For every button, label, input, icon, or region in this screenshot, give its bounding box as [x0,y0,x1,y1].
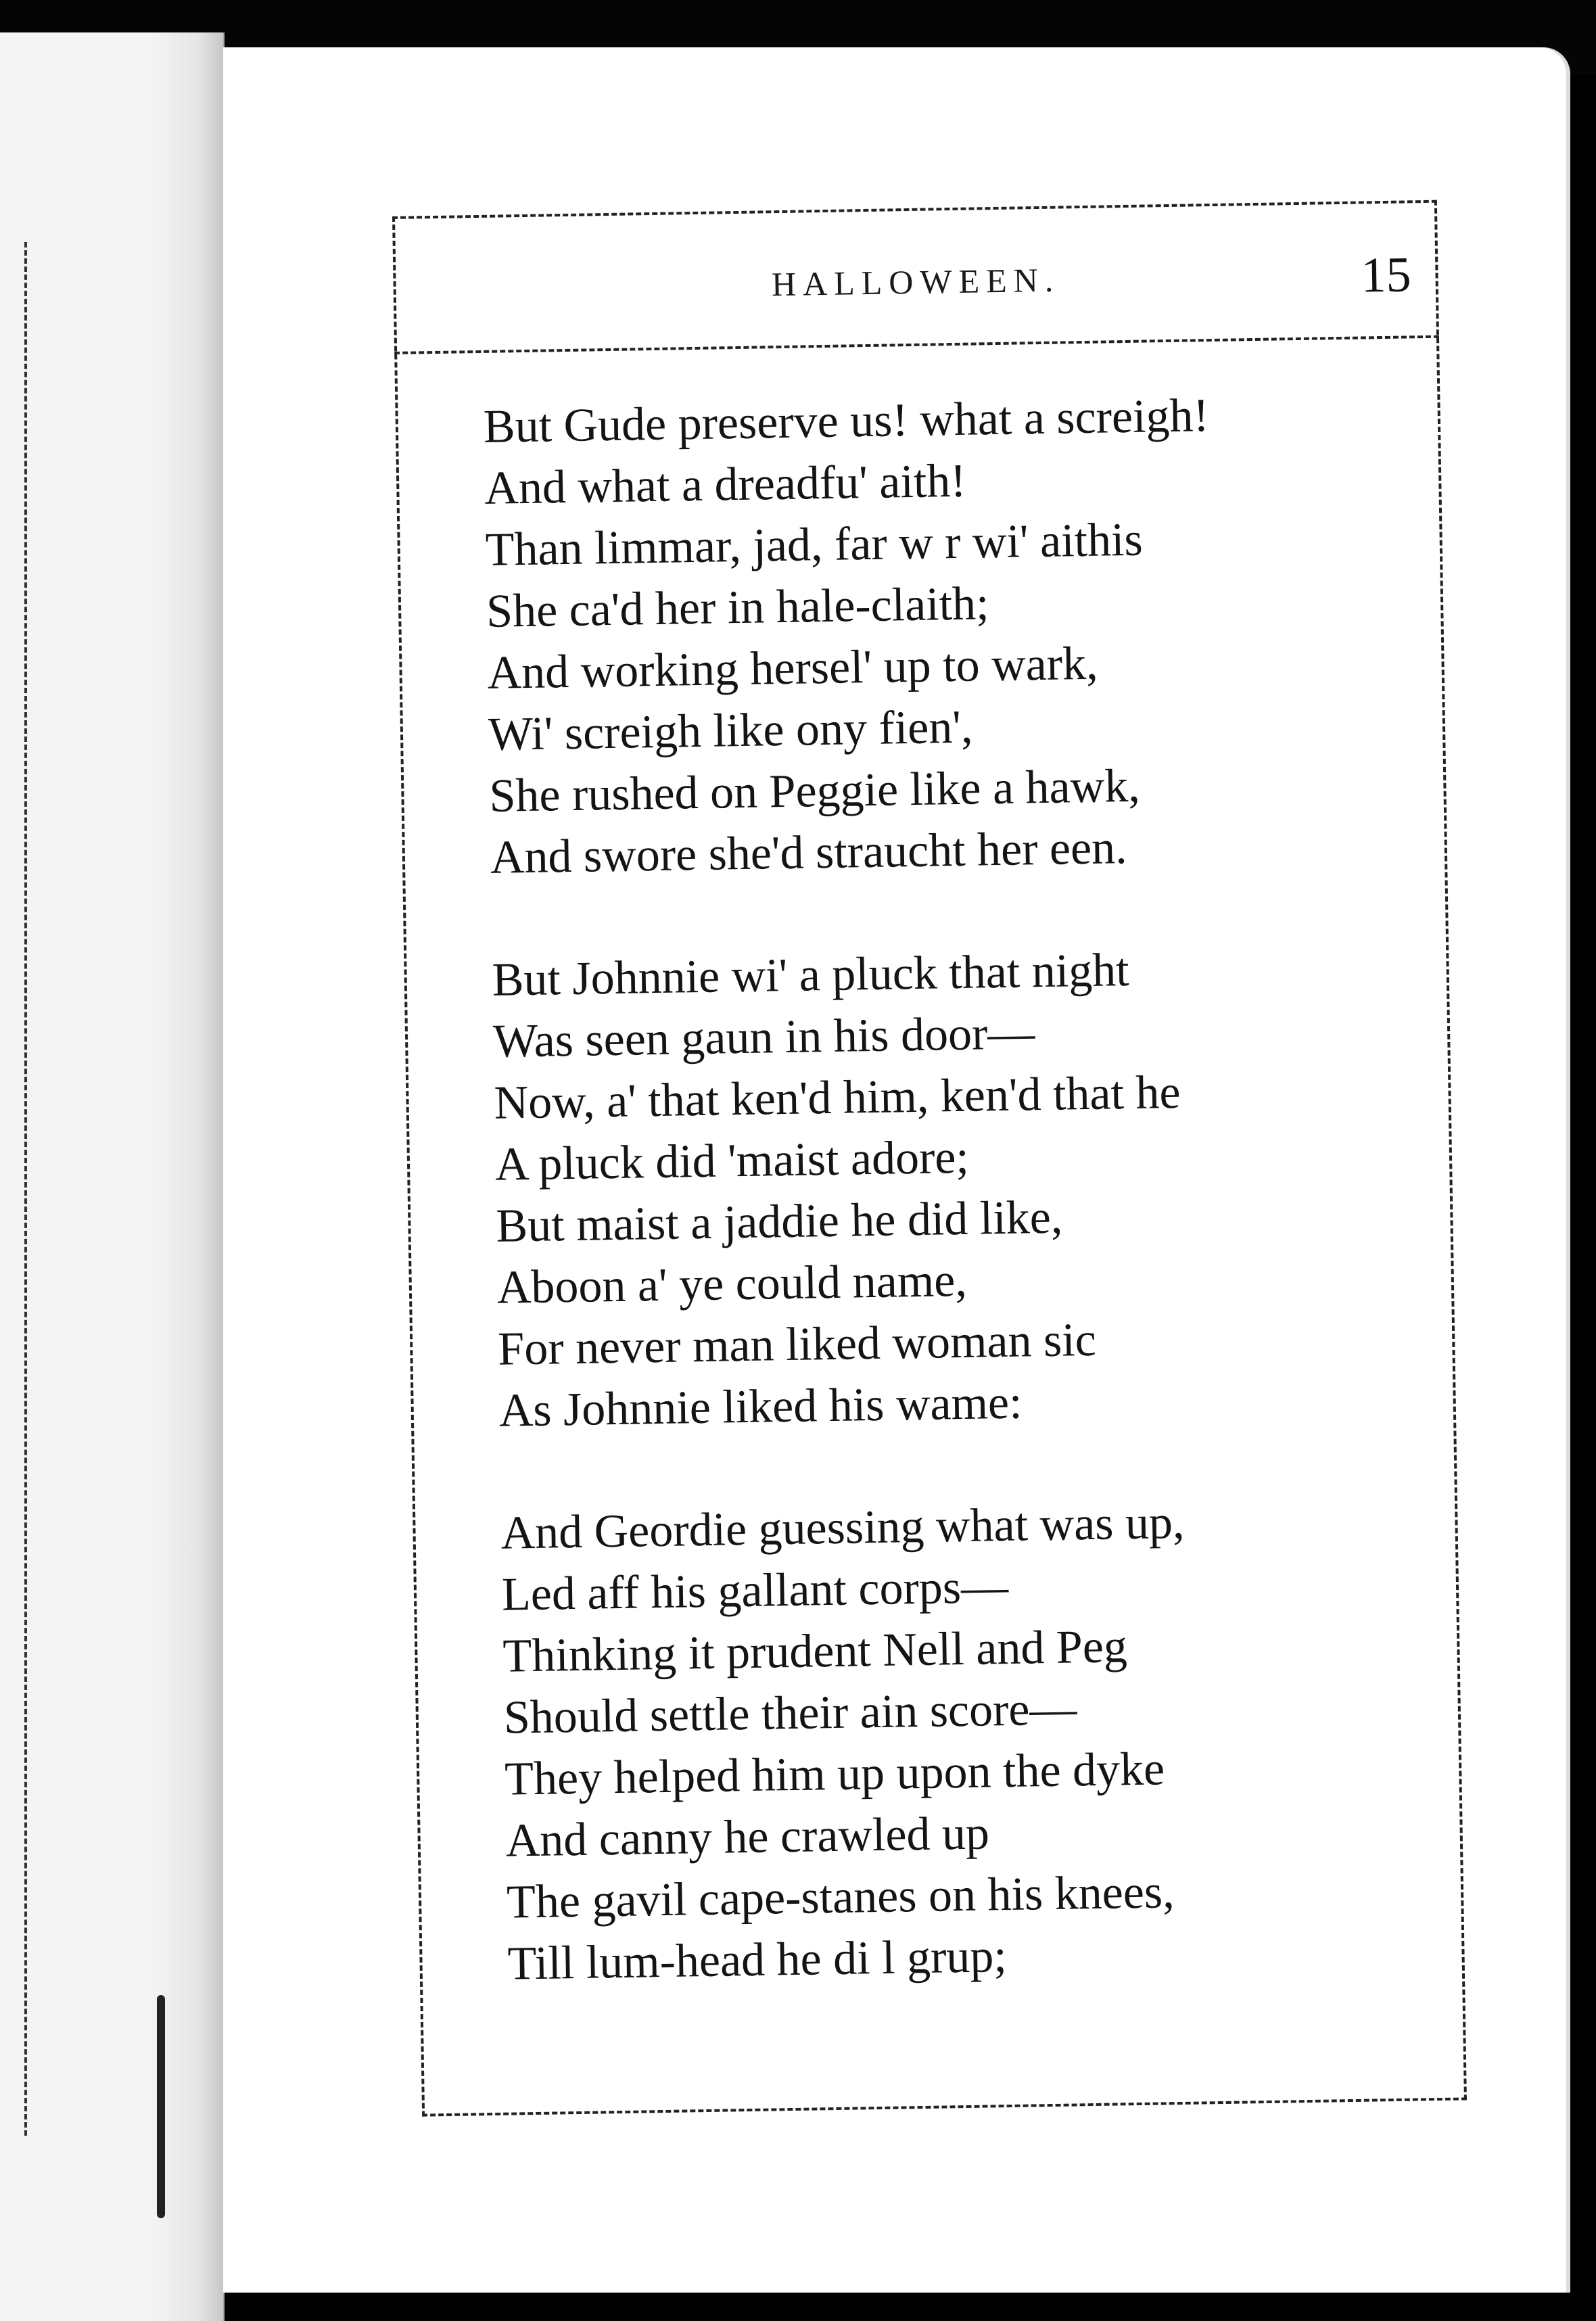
page-frame [392,200,1467,2117]
poem-line: But Gude preserve us! what a screigh! [483,390,1210,453]
poem-line: And what a dreadfu' aith! [484,454,967,515]
poem-line: But maist a jaddie he did like, [495,1191,1063,1252]
poem-body [483,381,1438,2055]
poem-line: As Johnnie liked his wame: [498,1376,1023,1437]
right-scan-edge [1570,74,1596,2321]
header-rule [394,335,1439,354]
poem-line: Now, a' that ken'd him, ken'd that he [494,1066,1181,1129]
left-page-frame-edge [24,242,27,2136]
poem-line: Thinking it prudent Nell and Peg [502,1620,1128,1683]
poem-line: Wi' screigh like ony fien', [488,701,973,761]
stanza-2 [492,935,1429,1442]
binding-spine [157,1995,165,2218]
gutter-shadow [149,32,230,2321]
poem-line: They helped him up upon the dyke [504,1743,1165,1806]
poem-line: Should settle their ain score— [503,1683,1077,1744]
running-head [393,247,1438,325]
poem-line: And Geordie guessing what was up, [500,1496,1186,1560]
running-title: HALLOWEEN. [771,260,1060,304]
poem-line: A pluck did 'maist adore; [494,1131,970,1191]
poem-line: She ca'd her in hale-claith; [486,578,990,638]
poem-line: But Johnnie wi' a pluck that night [492,944,1130,1006]
poem-line: And working hersel' up to wark, [487,637,1099,699]
poem-line: Led aff his gallant corps— [501,1560,1009,1621]
page-number: 15 [1360,247,1412,304]
poem-line: She rushed on Peggie like a hawk, [488,759,1141,822]
poem-line: Was seen gaun in his door— [492,1007,1035,1068]
poem-line: And canny he crawled up [505,1807,990,1867]
poem-line: Aboon a' ye could name, [496,1254,968,1314]
poem-line: Till lum-head he di l grup; [507,1930,1008,1990]
poem-line: For never man liked woman sic [497,1313,1097,1376]
poem-line: Than limmar, jad, far w r wi' aithis [485,513,1144,576]
poem-line: And swore she'd straucht her een. [490,822,1128,884]
stanza-1 [483,381,1420,889]
poem-line: The gavil cape-stanes on his knees, [506,1866,1175,1929]
stanza-3 [500,1488,1438,1995]
